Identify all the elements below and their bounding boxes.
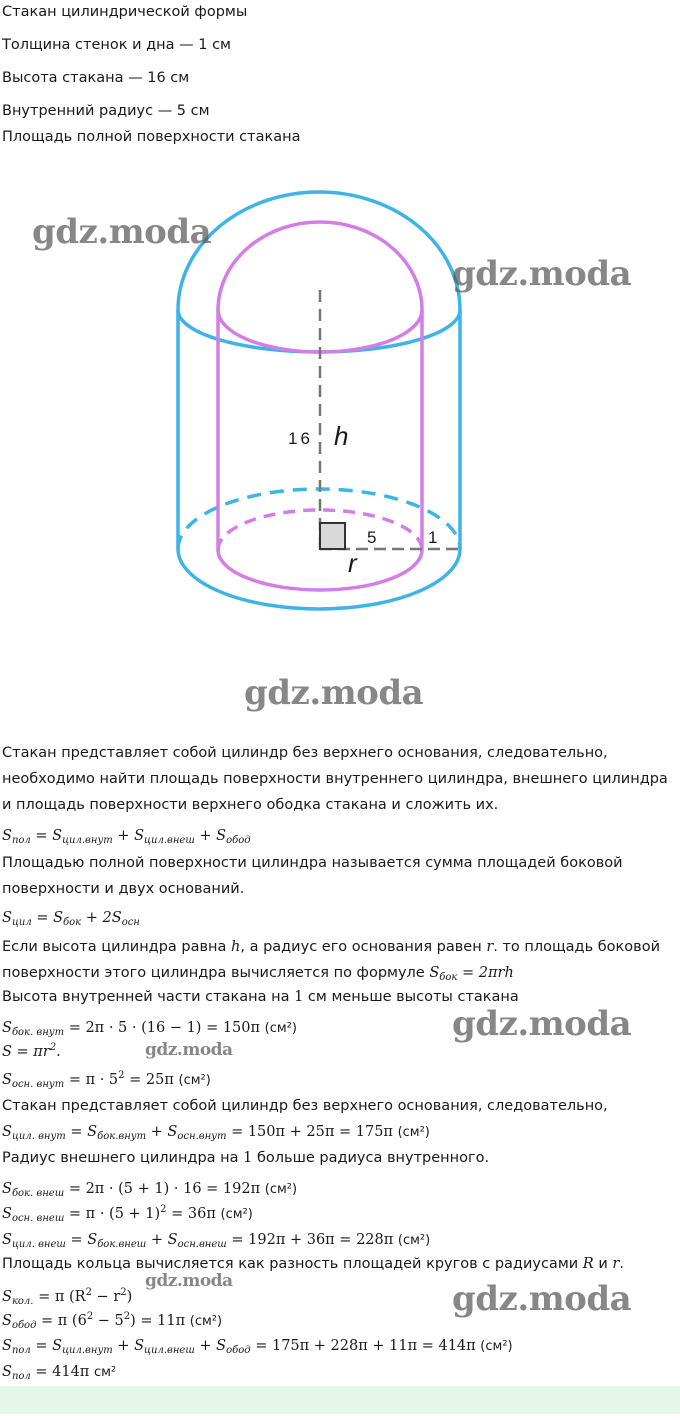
formula-cylinder-surface: $S_{цил} = S_{бок} + 2S_{осн}$ — [2, 910, 140, 928]
inner-bottom-front-arc — [218, 550, 422, 590]
formula-base-inner: $S_{осн. внут} = \pi \cdot 5^2 = 25\pi$ (см²) — [2, 1070, 211, 1090]
watermark: gdz.moda — [452, 254, 632, 294]
task-line-5: Площадь полной поверхности стакана — [2, 129, 301, 145]
formula-base-outer: $S_{осн. внеш} = \pi \cdot (5 + 1)^2 = 36\pi$ (см²) — [2, 1204, 253, 1224]
task-line-1: Стакан цилиндрической формы — [2, 4, 248, 20]
label-h: h — [334, 421, 349, 451]
solution-paragraph-2: Площадью полной поверхности цилиндра называется сумма площадей боковой поверхности и двух оснований. — [2, 855, 623, 897]
label-5: 5 — [367, 528, 377, 547]
label-16: 16 — [288, 429, 313, 448]
solution-paragraph-7: Площадь кольца вычисляется как разность площадей кругов с радиусами R и r. — [2, 1256, 624, 1272]
right-angle-mark — [320, 523, 345, 549]
formula-circle-area: $S = \pi r^2$. — [2, 1042, 61, 1060]
solution-paragraph-5: Стакан представляет собой цилиндр без верхнего основания, следовательно, — [2, 1098, 608, 1114]
formula-lateral-inner: $S_{бок. внут} = 2\pi \cdot 5 \cdot (16 - 1) = 150\pi$ (см²) — [2, 1020, 297, 1038]
formula-ring-area: $S_{кол.} = \pi$ $(R^2 - r^2)$ — [2, 1287, 133, 1307]
watermark: gdz.moda — [452, 1279, 632, 1319]
formula-outer-cylinder: $S_{цил. внеш} = S_{бок.внеш} + S_{осн.внеш} = 192\pi + 36\pi = 228\pi$ (см²) — [2, 1232, 431, 1250]
task-line-4: Внутренний радиус — 5 см — [2, 103, 210, 119]
formula-total-result: $S_{пол} = S_{цил.внут} + S_{цил.внеш} + S_{обод} = 175\pi + 228\pi + 11\pi = 414\pi$ (см²) — [2, 1338, 513, 1356]
formula-rim-area: $S_{обод} = \pi$ $(6^2 - 5^2) = 11\pi$ (см²) — [2, 1311, 223, 1331]
task-line-3: Высота стакана — 16 см — [2, 70, 190, 86]
watermark: gdz.moda — [145, 1271, 233, 1291]
formula-inner-cylinder: $S_{цил. внут} = S_{бок.внут} + S_{осн.внут} = 150\pi + 25\pi = 175\pi$ (см²) — [2, 1124, 430, 1142]
answer-line: $S_{пол} = 414\pi$ см² — [2, 1364, 117, 1382]
formula-lateral-outer: $S_{бок. внеш} = 2\pi \cdot (5 + 1) \cdot 16 = 192\pi$ (см²) — [2, 1181, 298, 1199]
label-r: r — [348, 548, 357, 578]
solution-paragraph-3: Если высота цилиндра равна h, а радиус его основания равен r. то площадь боковой поверхности этого цилиндра вычисляется по формуле $S_{бок} = 2\pi rh$ — [2, 939, 661, 983]
watermark: gdz.moda — [244, 673, 424, 713]
solution-paragraph-1: Стакан представляет собой цилиндр без верхнего основания, следовательно, необходимо найти площадь поверхности внутреннего цилиндра, внешнего цилиндра и площадь поверхности верхнего ободка стакана и сложить их. — [2, 745, 668, 813]
watermark: gdz.moda — [452, 1004, 632, 1044]
answer-highlight — [0, 1386, 680, 1414]
watermark: gdz.moda — [145, 1040, 233, 1060]
task-line-2: Толщина стенок и дна — 1 см — [2, 37, 231, 53]
label-1: 1 — [428, 528, 438, 547]
solution-paragraph-4: Высота внутренней части стакана на 1 см меньше высоты стакана — [2, 989, 519, 1005]
solution-paragraph-6: Радиус внешнего цилиндра на 1 больше радиуса внутренного. — [2, 1150, 490, 1166]
watermark: gdz.moda — [32, 212, 212, 252]
formula-total-surface: $S_{пол} = S_{цил.внут} + S_{цил.внеш} + S_{обод}$ — [2, 828, 251, 846]
